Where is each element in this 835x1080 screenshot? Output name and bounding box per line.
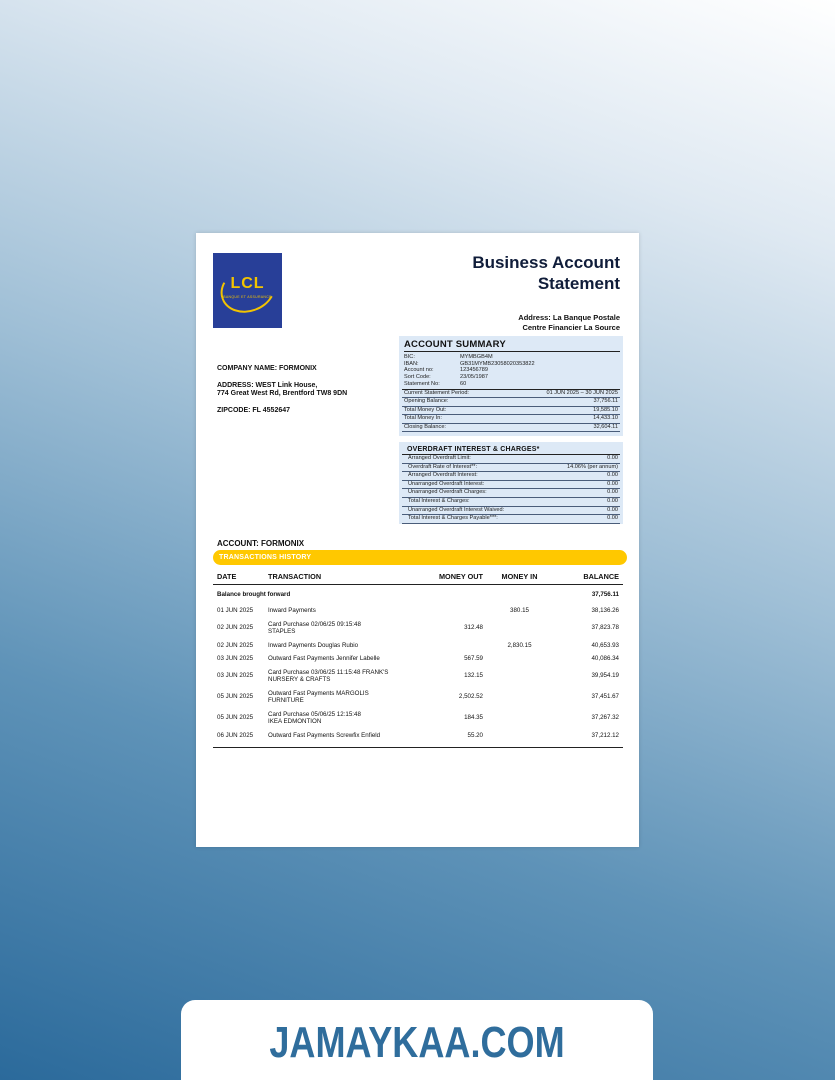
overdraft-line-row <box>402 481 620 490</box>
tx-description-line-1: Inward Payments Douglas Rubio <box>268 641 359 649</box>
tx-balance: 40,653.93 <box>591 641 619 649</box>
tx-description <box>264 604 414 618</box>
tx-money-out: 55.20 <box>414 729 487 748</box>
tx-description <box>264 618 414 639</box>
overdraft-line-value: 0.00 <box>607 489 618 496</box>
overdraft-line-label: Overdraft Rate of Interest**: <box>408 463 478 470</box>
summary-detail-row <box>402 374 620 381</box>
tx-money-out: 2,502.52 <box>458 693 483 701</box>
tx-balance: 37,823.78 <box>591 624 619 632</box>
tx-description-line-1: Card Purchase 05/06/25 12:15:48 <box>268 710 361 718</box>
summary-detail-value: 23/05/1987 <box>460 374 488 381</box>
summary-detail-label: Account no: <box>404 367 434 374</box>
table-row <box>213 652 623 666</box>
tx-description-line-2: IKEA EDMONTION <box>268 718 322 725</box>
tx-balance: 38,136.26 <box>591 607 619 614</box>
tx-balance: 39,954.19 <box>591 672 619 680</box>
overdraft-line-row <box>402 472 620 481</box>
tx-money-out: 132.15 <box>464 672 483 680</box>
website-watermark[interactable]: JAMAYKAA.COM <box>269 1018 565 1067</box>
tx-description-line-1: Card Purchase 02/06/25 09:15:48 <box>268 620 361 628</box>
overdraft-line-label: Unarranged Overdraft Interest: <box>408 480 485 487</box>
overdraft-box <box>399 442 623 524</box>
overdraft-line-value: 14.06% (per annum) <box>567 463 618 470</box>
tx-balance: 37,212.12 <box>552 729 623 748</box>
account-title: ACCOUNT: FORMONIX <box>217 539 305 548</box>
overdraft-line-label: Arranged Overdraft Limit: <box>408 455 471 461</box>
summary-line-row <box>402 424 620 433</box>
tx-description <box>264 639 414 653</box>
title-line-2: Statement <box>537 274 620 293</box>
tx-money-in <box>487 687 552 708</box>
summary-line-label: Total Money In: <box>404 415 442 422</box>
overdraft-lines <box>402 454 620 524</box>
summary-detail-label: Statement No: <box>404 380 440 387</box>
tx-date: 06 JUN 2025 <box>213 729 264 748</box>
tx-balance: 37,267.32 <box>591 714 619 722</box>
overdraft-line-row <box>402 464 620 473</box>
header-date: DATE <box>213 568 264 585</box>
overdraft-line-value: 0.00 <box>607 515 618 522</box>
tx-money-out: 567.59 <box>464 655 483 662</box>
bank-address-line-1: Address: La Banque Postale <box>518 313 620 322</box>
overdraft-line-row <box>402 515 620 524</box>
summary-detail-label: IBAN: <box>404 360 419 367</box>
summary-detail-row <box>402 361 620 368</box>
table-row <box>213 639 623 653</box>
summary-line-value: 32,604.11 <box>593 423 618 430</box>
table-row <box>213 687 623 708</box>
tx-date: 03 JUN 2025 <box>217 655 254 662</box>
tx-balance: 37,451.67 <box>591 693 619 701</box>
summary-line-value: 14,433.10 <box>593 415 618 422</box>
logo-text: LCL <box>230 275 265 292</box>
tx-description-line-2: STAPLES <box>268 628 296 635</box>
overdraft-line-value: 0.00 <box>607 506 618 513</box>
summary-detail-value: 123456789 <box>460 367 488 374</box>
tx-date: 01 JUN 2025 <box>217 607 254 614</box>
bank-address <box>518 313 620 333</box>
tx-date: 02 JUN 2025 <box>217 624 254 632</box>
summary-line-label: Total Money Out: <box>404 406 447 413</box>
tx-description <box>264 652 414 666</box>
summary-detail-row <box>402 381 620 388</box>
tx-date: 05 JUN 2025 <box>217 714 254 722</box>
bank-address-line-2: Centre Financier La Source <box>522 323 620 332</box>
summary-line-row <box>402 415 620 424</box>
overdraft-line-value: 0.00 <box>607 472 618 479</box>
table-row <box>213 604 623 618</box>
overdraft-line-value: 0.00 <box>607 455 618 461</box>
tx-money-in <box>487 666 552 687</box>
tx-description-line-2: FURNITURE <box>268 697 304 704</box>
tx-description <box>264 687 414 708</box>
header-money-out: MONEY OUT <box>414 568 487 585</box>
table-row <box>213 729 623 748</box>
overdraft-line-label: Total Interest & Charges Payable***: <box>408 515 498 522</box>
summary-detail-label: BIC: <box>404 354 415 360</box>
tx-balance: 40,086.34 <box>591 655 619 662</box>
summary-line-value: 19,585.10 <box>593 406 618 413</box>
company-zipcode: ZIPCODE: FL 4552647 <box>217 406 291 414</box>
overdraft-title: OVERDRAFT INTEREST & CHARGES* <box>407 446 540 453</box>
tx-date: 02 JUN 2025 <box>217 641 254 649</box>
summary-detail-label: Sort Code: <box>404 374 431 381</box>
brought-forward-label: Balance brought forward <box>217 591 291 599</box>
tx-description-line-1: Card Purchase 03/06/25 11:15:48 FRANK'S <box>268 668 389 676</box>
tx-description-line-1: Outward Fast Payments Jennifer Labelle <box>268 655 380 662</box>
overdraft-line-value: 0.00 <box>607 480 618 487</box>
overdraft-line-label: Total Interest & Charges: <box>408 497 470 504</box>
summary-detail-value: GB31MYMB23058020353822 <box>460 360 535 367</box>
company-name: COMPANY NAME: FORMONIX <box>217 365 317 372</box>
tx-description <box>264 708 414 729</box>
table-header-row <box>213 568 623 585</box>
summary-details <box>402 354 620 388</box>
summary-line-value: 37,756.11 <box>593 398 618 405</box>
transactions-body <box>213 585 623 748</box>
header-transaction: TRANSACTION <box>264 568 414 585</box>
account-summary-box <box>399 336 623 436</box>
tx-money-out: 184.35 <box>464 714 483 722</box>
header-balance: BALANCE <box>552 568 623 585</box>
table-row <box>213 618 623 639</box>
summary-detail-row <box>402 367 620 374</box>
company-info <box>217 365 347 415</box>
header-money-in: MONEY IN <box>487 568 552 585</box>
table-row <box>213 708 623 729</box>
tx-description <box>264 666 414 687</box>
tx-money-out <box>414 639 487 653</box>
tx-description-line-1: Inward Payments <box>268 607 316 614</box>
overdraft-line-label: Arranged Overdraft Interest: <box>408 472 478 479</box>
overdraft-line-row <box>402 454 620 464</box>
company-address-line-1: ADDRESS: WEST Link House, <box>217 381 318 389</box>
brought-forward-balance: 37,756.11 <box>591 591 619 599</box>
summary-line-row <box>402 389 620 399</box>
summary-line-label: Closing Balance: <box>404 423 446 430</box>
overdraft-line-row <box>402 489 620 498</box>
overdraft-line-label: Unarranged Overdraft Charges: <box>408 489 487 496</box>
account-summary-title: ACCOUNT SUMMARY <box>404 339 620 352</box>
tx-money-out: 312.48 <box>464 624 483 632</box>
company-address-line-2: 774 Great West Rd, Brentford TW8 9DN <box>217 390 348 397</box>
balance-brought-forward-row <box>213 585 623 605</box>
tx-description-line-1: Outward Fast Payments MARGOLIS <box>268 689 369 697</box>
tx-money-out <box>414 604 487 618</box>
tx-date: 03 JUN 2025 <box>217 672 254 680</box>
table-row <box>213 666 623 687</box>
statement-document <box>196 233 639 847</box>
tx-money-in <box>487 729 552 748</box>
summary-line-row <box>402 407 620 416</box>
tx-description-line-2: NURSERY & CRAFTS <box>268 676 331 683</box>
logo-subtext: BANQUE ET ASSURANCE <box>223 295 272 299</box>
title-line-1: Business Account <box>472 253 620 272</box>
overdraft-line-value: 0.00 <box>607 497 618 504</box>
overdraft-line-label: Unarranged Overdraft Interest Waived: <box>408 506 505 513</box>
summary-line-label: Opening Balance: <box>404 398 449 405</box>
tx-money-in <box>487 618 552 639</box>
tx-money-in: 2,830.15 <box>507 641 532 649</box>
footer-banner <box>181 1000 653 1080</box>
transactions-history-bar: TRANSACTIONS HISTORY <box>213 550 627 565</box>
summary-line-row <box>402 398 620 407</box>
summary-line-value: 01 JUN 2025 – 30 JUN 2025 <box>546 389 618 396</box>
bank-logo <box>213 253 282 328</box>
tx-money-in <box>487 708 552 729</box>
summary-line-label: Current Statement Period: <box>404 389 469 396</box>
summary-detail-row <box>402 354 620 361</box>
tx-description-line-1: Outward Fast Payments Screwfix Enfield <box>268 731 381 739</box>
overdraft-line-row <box>402 507 620 516</box>
tx-money-in: 380.15 <box>510 607 529 614</box>
overdraft-line-row <box>402 498 620 507</box>
tx-date: 05 JUN 2025 <box>217 693 254 701</box>
transactions-table <box>213 568 623 748</box>
tx-description <box>264 729 414 748</box>
tx-money-in <box>487 652 552 666</box>
summary-detail-value: 60 <box>460 380 467 387</box>
summary-lines <box>402 389 620 433</box>
summary-detail-value: MYMBGB4M <box>460 354 493 360</box>
page-title <box>472 252 620 294</box>
